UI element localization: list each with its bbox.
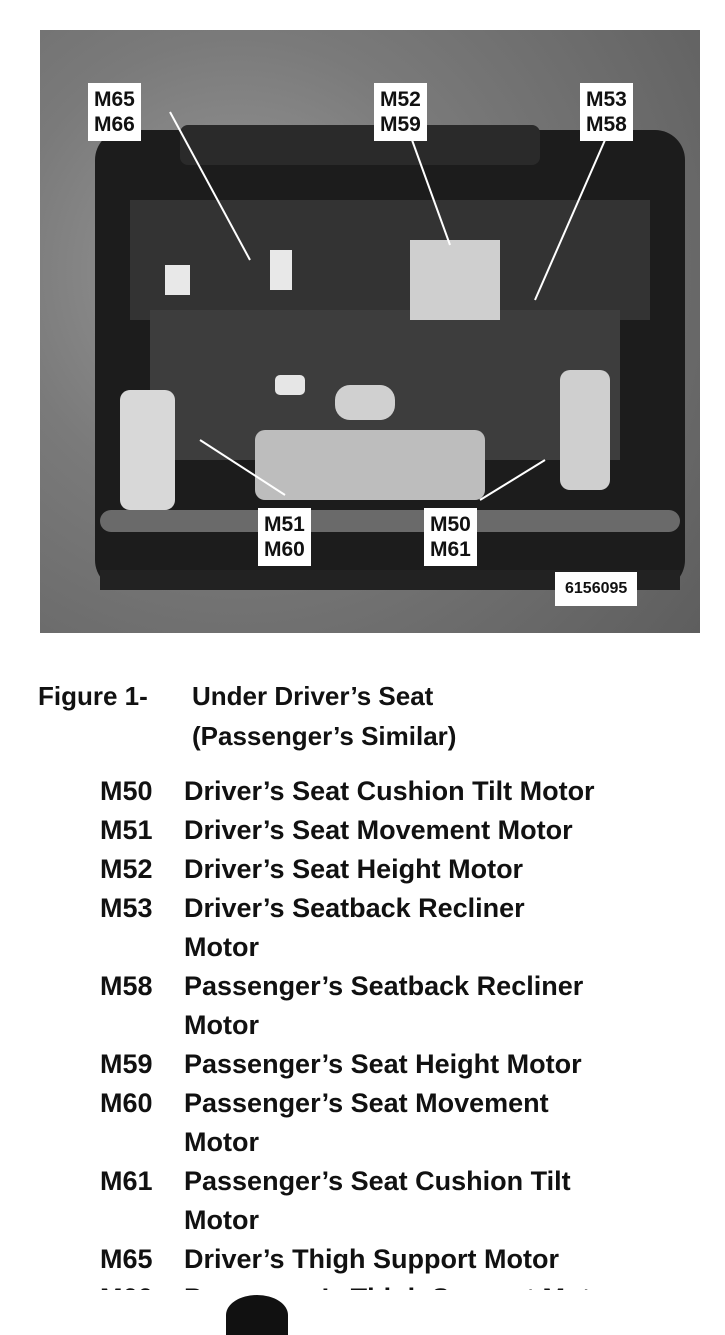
callout-m53-m58 [580, 83, 633, 141]
callout-line: M66 [94, 113, 135, 136]
callout-line: M52 [380, 88, 421, 111]
legend-code: M52 [100, 854, 153, 884]
legend-code: M65 [100, 1244, 153, 1274]
legend-desc: Driver’s Seatback Recliner [184, 893, 525, 923]
legend-row [100, 1240, 720, 1279]
legend-desc: Motor [184, 932, 259, 962]
legend-code: M60 [100, 1088, 153, 1118]
legend-code: M61 [100, 1166, 153, 1196]
callout-m50-m61 [424, 508, 477, 566]
legend-desc: Passenger’s Seatback Recliner [184, 971, 584, 1001]
callout-line: M50 [430, 513, 471, 536]
callout-line: M58 [586, 113, 627, 136]
callout-line: M59 [380, 113, 421, 136]
figure-label: Figure 1- [38, 681, 148, 711]
figure-title: Under Driver’s Seat [192, 681, 434, 711]
figure-subtitle: (Passenger’s Similar) [192, 721, 457, 751]
callout-line: M61 [430, 538, 471, 561]
callout-line: M65 [94, 88, 135, 111]
seat-underside-photo [40, 30, 700, 633]
legend-code: M59 [100, 1049, 153, 1079]
callout-m51-m60 [258, 508, 311, 566]
legend-desc: Driver’s Seat Movement Motor [184, 815, 573, 845]
legend-code: M51 [100, 815, 153, 845]
legend-desc: Motor [184, 1127, 259, 1157]
legend-desc: Driver’s Seat Height Motor [184, 854, 524, 884]
legend-row [100, 772, 720, 811]
legend-desc: Driver’s Seat Cushion Tilt Motor [184, 776, 595, 806]
legend-row [100, 1084, 720, 1162]
callout-line: M60 [264, 538, 305, 561]
legend-desc: Driver’s Thigh Support Motor [184, 1244, 559, 1274]
legend-row [100, 889, 720, 967]
motor-legend [100, 772, 720, 1318]
page-cutoff [0, 1290, 725, 1317]
legend-row [100, 1162, 720, 1240]
scan-artifact [226, 1295, 288, 1335]
legend-desc: Passenger’s Seat Movement [184, 1088, 549, 1118]
legend-row [100, 850, 720, 889]
legend-code: M53 [100, 893, 153, 923]
legend-row [100, 967, 720, 1045]
figure-caption [38, 676, 456, 756]
legend-desc: Passenger’s Seat Height Motor [184, 1049, 582, 1079]
legend-desc: Motor [184, 1205, 259, 1235]
legend-code: M58 [100, 971, 153, 1001]
legend-desc: Passenger’s Seat Cushion Tilt [184, 1166, 571, 1196]
legend-code: M50 [100, 776, 153, 806]
legend-row [100, 1045, 720, 1084]
callout-m52-m59 [374, 83, 427, 141]
figure-number: 6156095 [555, 572, 637, 606]
legend-desc: Motor [184, 1010, 259, 1040]
callout-m65-m66 [88, 83, 141, 141]
callout-line: M53 [586, 88, 627, 111]
legend-row [100, 811, 720, 850]
callout-line: M51 [264, 513, 305, 536]
